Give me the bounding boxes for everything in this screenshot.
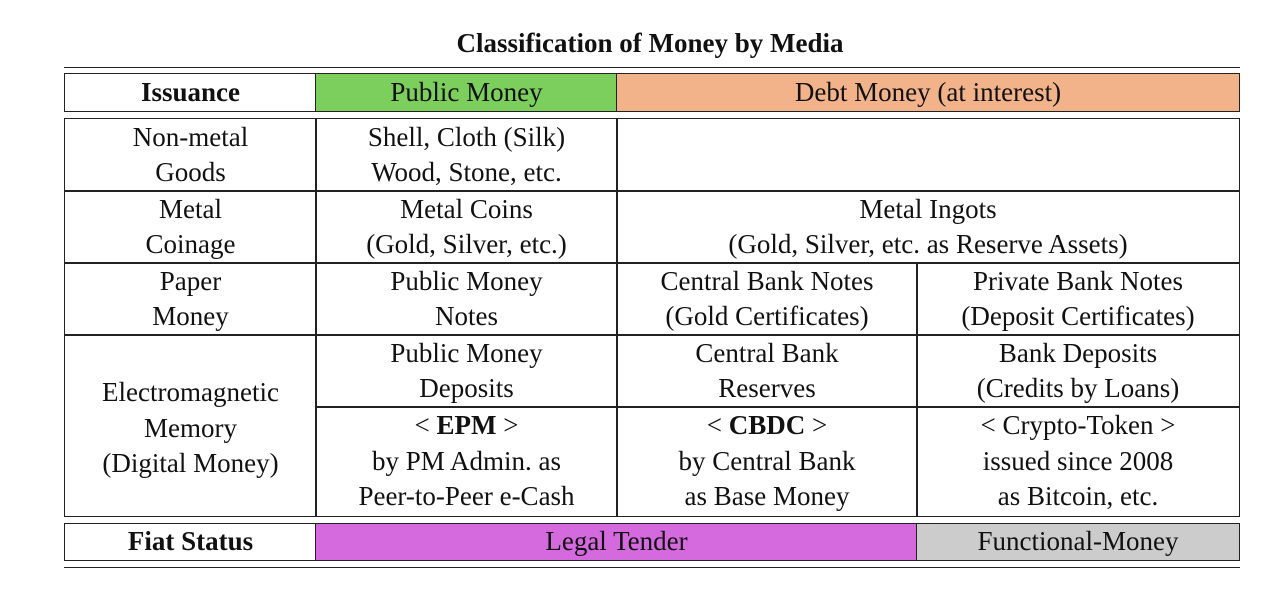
bottom-rule: [64, 567, 1240, 568]
footer-legal-tender-label: Legal Tender: [545, 526, 688, 557]
cell-line: Notes: [435, 301, 498, 331]
cell-line: Shell, Cloth (Silk): [367, 121, 566, 152]
row-label-line: Coinage: [145, 229, 236, 259]
cell-line: (Gold, Silver, etc. as Reserve Assets): [728, 229, 1128, 259]
table-title: Classification of Money by Media: [456, 28, 844, 58]
cell-line: Wood, Stone, etc.: [371, 157, 562, 187]
cell-line: (Credits by Loans): [976, 373, 1180, 403]
cell-line: Bank Deposits: [998, 337, 1158, 368]
epm-post: >: [496, 410, 519, 441]
header-debt-money: [616, 73, 1240, 112]
row-label-line: Goods: [155, 157, 226, 187]
header-public-money: [315, 73, 618, 112]
electro-bank-deposits-cell: [916, 334, 1240, 408]
row-label-line: (Digital Money): [102, 448, 279, 479]
header-debt-money-label: Debt Money (at interest): [794, 76, 1062, 107]
cell-line: Private Bank Notes: [973, 265, 1183, 296]
paper-private-cell: [916, 262, 1240, 336]
row-label-line: Paper: [159, 265, 222, 296]
crypto-token-line: < Crypto-Token >: [980, 410, 1176, 441]
cell-line: issued since 2008: [982, 445, 1174, 476]
paper-central-cell: [616, 262, 918, 336]
cell-line: as Base Money: [684, 481, 850, 512]
epm-pre: <: [414, 410, 437, 441]
row-label-line: Electromagnetic: [102, 377, 279, 408]
cell-line: Metal Ingots: [859, 193, 997, 224]
cell-line: Metal Coins: [400, 193, 533, 224]
cell-line: (Gold, Silver, etc.): [366, 229, 567, 259]
cell-line: (Deposit Certificates): [961, 301, 1195, 331]
cell-line: Reserves: [718, 373, 816, 403]
cell-line: (Gold Certificates): [665, 301, 869, 331]
footer-functional-money-label: Functional-Money: [977, 526, 1179, 557]
electro-cbdc-cell: [616, 406, 918, 517]
footer-fiat-status: [64, 523, 317, 561]
paper-public-cell: [315, 262, 618, 336]
header-issuance: [64, 73, 317, 112]
non-metal-public-cell: [315, 118, 618, 192]
footer-legal-tender: [315, 523, 918, 561]
footer-functional-money: [916, 523, 1240, 561]
row-label-line: Money: [152, 301, 229, 331]
cell-line: Peer-to-Peer e-Cash: [358, 481, 575, 512]
epm-label: EPM: [436, 410, 497, 441]
footer-fiat-status-label: Fiat Status: [127, 526, 254, 557]
non-metal-debt-cell: [616, 118, 1240, 192]
electro-central-reserves-cell: [616, 334, 918, 408]
metal-public-cell: [315, 190, 618, 264]
cell-line: by PM Admin. as: [371, 445, 562, 476]
electro-epm-cell: [315, 406, 618, 517]
row-label-paper: [64, 262, 317, 336]
cell-line: by Central Bank: [678, 445, 856, 476]
row-label-non-metal: [64, 118, 317, 192]
header-public-money-label: Public Money: [390, 76, 543, 107]
row-label-line: Non-metal: [132, 121, 249, 152]
electro-public-deposits-cell: [315, 334, 618, 408]
row-label-line: Memory: [144, 412, 237, 443]
cell-line: Central Bank: [695, 337, 839, 368]
row-label-line: Metal: [159, 193, 222, 224]
electro-crypto-cell: [916, 406, 1240, 517]
cbdc-post: >: [805, 410, 828, 441]
cbdc-pre: <: [706, 410, 729, 441]
cbdc-label: CBDC: [728, 410, 806, 441]
cell-line: Public Money: [390, 265, 543, 296]
header-issuance-label: Issuance: [140, 76, 241, 107]
cell-line: Public Money: [390, 337, 543, 368]
row-label-metal: [64, 190, 317, 264]
top-rule: [64, 67, 1240, 68]
metal-debt-cell: [616, 190, 1240, 264]
epm-line: [415, 408, 519, 444]
cbdc-line: [707, 408, 827, 444]
row-label-electro: [64, 334, 317, 517]
cell-line: as Bitcoin, etc.: [997, 481, 1159, 512]
cell-line: Deposits: [419, 373, 514, 403]
cell-line: Central Bank Notes: [660, 265, 874, 296]
